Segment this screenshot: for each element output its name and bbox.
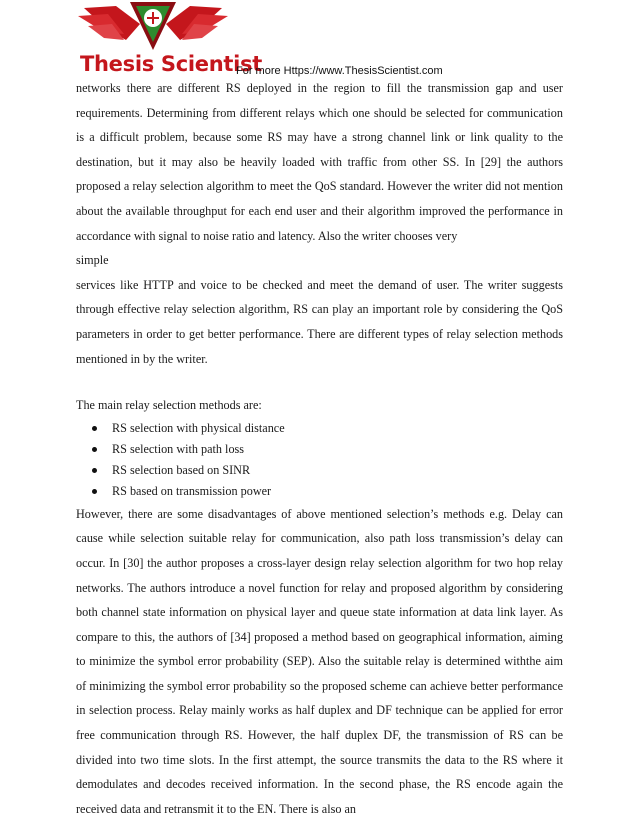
- paragraph-3: However, there are some disadvantages of above mentioned selection’s methods e.g. Delay can cause while selection suitable relay for communication, also path loss transmission’s delay can occur. In [30] the author proposes a cross-layer design relay selection algorithm for two hop relay networks. The authors introduce a novel function for relay and proposed algorithm by considering both channel state information on physical layer and queue state information at data link layer. As compare to this, the authors of [34] proposed a method based on geographical information, aiming to minimize the symbol error probability (SEP). Also the suitable relay is determined withthe aim of minimizing the symbol error probability so the proposed scheme can achieve better performance in selection process. Relay mainly works as half duplex and DF technique can be applied for error free communication through RS. However, the half duplex DF, the transmission of RS can be divided into two time slots. In the first attempt, the source transmits the data to the RS where it demodulates and decodes received information. In the second phase, the RS encode again the received data and retransmit it to the EN. There is also an: [76, 506, 563, 816]
- paragraph-gap: [76, 371, 563, 393]
- list-intro: The main relay selection methods are:: [76, 398, 262, 413]
- document-body: [76, 76, 563, 821]
- list-item: RS selection based on SINR: [76, 460, 563, 481]
- paragraph-2: services like HTTP and voice to be checked and meet the demand of user. The writer suggests through effective relay selection algorithm, RS can play an important role by considering the QoS parameters in order to get better performance. There are different types of relay selection methods mentioned in by the writer.: [76, 277, 563, 366]
- list-item: RS selection with physical distance: [76, 418, 563, 439]
- list-item: RS based on transmission power: [76, 481, 563, 502]
- page-header: [0, 0, 638, 80]
- paragraph-1-continuation: simple: [76, 253, 109, 268]
- logo-wordmark: Thesis Scientist: [80, 52, 262, 76]
- list-item: RS selection with path loss: [76, 439, 563, 460]
- header-url-link[interactable]: For more Https://www.ThesisScientist.com: [236, 65, 443, 77]
- thesis-scientist-emblem-icon: [78, 0, 228, 56]
- paragraph-1: networks there are different RS deployed in the region to fill the transmission gap and user requirements. Determining from different relays which one should be selected for communication is a difficult problem, because some RS may have a strong channel link or link quality to the destination, but it may also be heavily loaded with traffic from other SS. In [29] the authors proposed a relay selection algorithm to meet the QoS standard. However the writer did not mention about the available throughput for each end user and their algorithm improved the performance in accordance with signal to noise ratio and latency. Also the writer chooses very: [76, 81, 563, 243]
- relay-methods-list: [76, 418, 563, 502]
